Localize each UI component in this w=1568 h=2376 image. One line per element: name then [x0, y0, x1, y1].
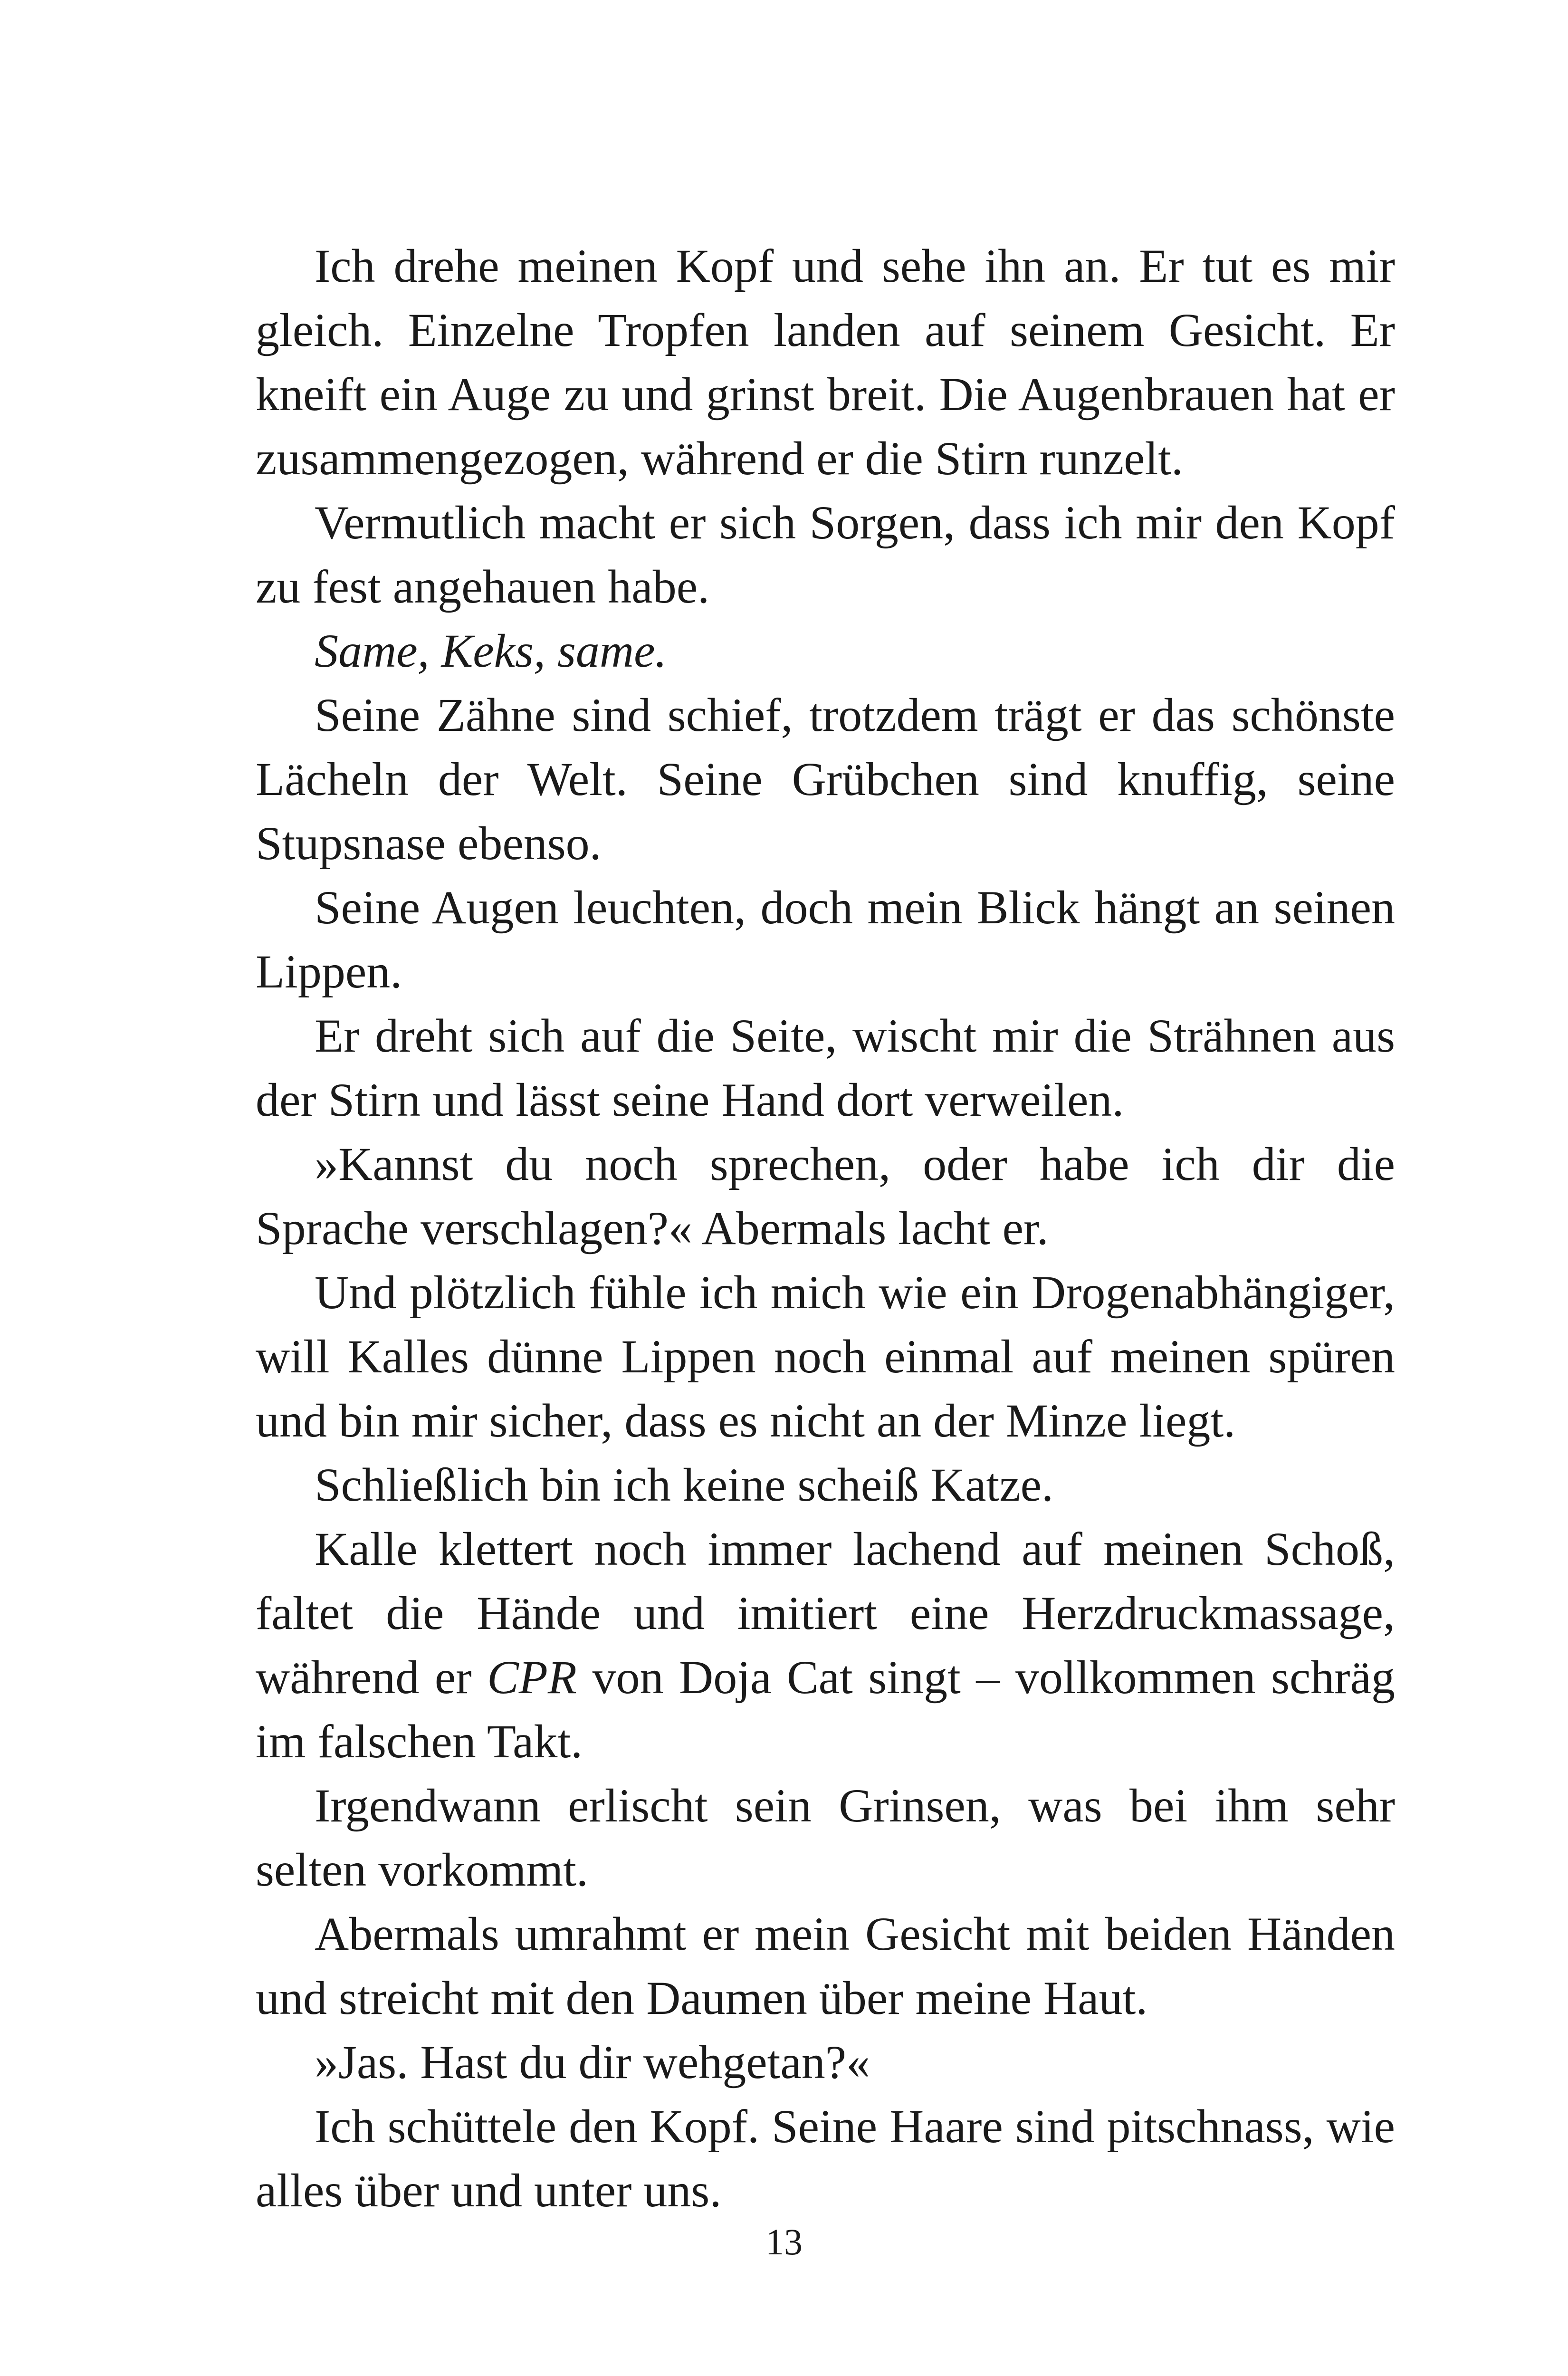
body-text: [256, 234, 1395, 2223]
paragraph-1: Ich drehe meinen Kopf und sehe ihn an. Er tut es mir gleich. Einzelne Tropfen landen auf seinem Gesicht. Er kneift ein Auge zu und grinst breit. Die Augenbrauen hat er zusammengezogen, während er die Stirn runzelt.: [256, 240, 1395, 485]
paragraph-8: Und plötzlich fühle ich mich wie ein Drogenabhängiger, will Kalles dünne Lippen noch einmal auf meinen spüren und bin mir sicher, dass es nicht an der Minze liegt.: [256, 1266, 1395, 1447]
paragraph-9: Schließlich bin ich keine scheiß Katze.: [315, 1458, 1054, 1511]
italic-thought: Same, Keks, same.: [315, 624, 667, 677]
paragraph-3: [256, 619, 1395, 683]
paragraph-10-after: von Doja Cat singt – vollkommen schräg im falschen Takt.: [256, 1651, 1395, 1768]
paragraph-10-before: Kalle klettert noch immer lachend auf meinen Schoß, faltet die Hände und imitiert eine Herzdruckmassage, während er: [256, 1523, 1395, 1704]
paragraph-5: Seine Augen leuchten, doch mein Blick hängt an seinen Lippen.: [256, 881, 1395, 998]
paragraph-13-dialogue: »Jas. Hast du dir wehgetan?«: [315, 2036, 870, 2089]
paragraph-4: Seine Zähne sind schief, trotzdem trägt er das schönste Lächeln der Welt. Seine Grübchen sind knuffig, seine Stupsnase ebenso.: [256, 689, 1395, 870]
paragraph-10: [256, 1517, 1395, 1773]
paragraph-14: Ich schüttele den Kopf. Seine Haare sind pitschnass, wie alles über und unter uns.: [256, 2100, 1395, 2217]
paragraph-11: Irgendwann erlischt sein Grinsen, was bei ihm sehr selten vorkommt.: [256, 1779, 1395, 1896]
song-title: CPR: [487, 1651, 577, 1704]
paragraph-2: Vermutlich macht er sich Sorgen, dass ich mir den Kopf zu fest angehauen habe.: [256, 496, 1395, 613]
paragraph-12: Abermals umrahmt er mein Gesicht mit beiden Händen und streicht mit den Daumen über meine Haut.: [256, 1907, 1395, 2024]
page-number: 13: [765, 2221, 803, 2262]
paragraph-6: Er dreht sich auf die Seite, wischt mir die Strähnen aus der Stirn und lässt seine Hand dort verweilen.: [256, 1009, 1395, 1126]
paragraph-7-dialogue: »Kannst du noch sprechen, oder habe ich dir die Sprache verschlagen?« Abermals lacht er.: [256, 1138, 1395, 1255]
